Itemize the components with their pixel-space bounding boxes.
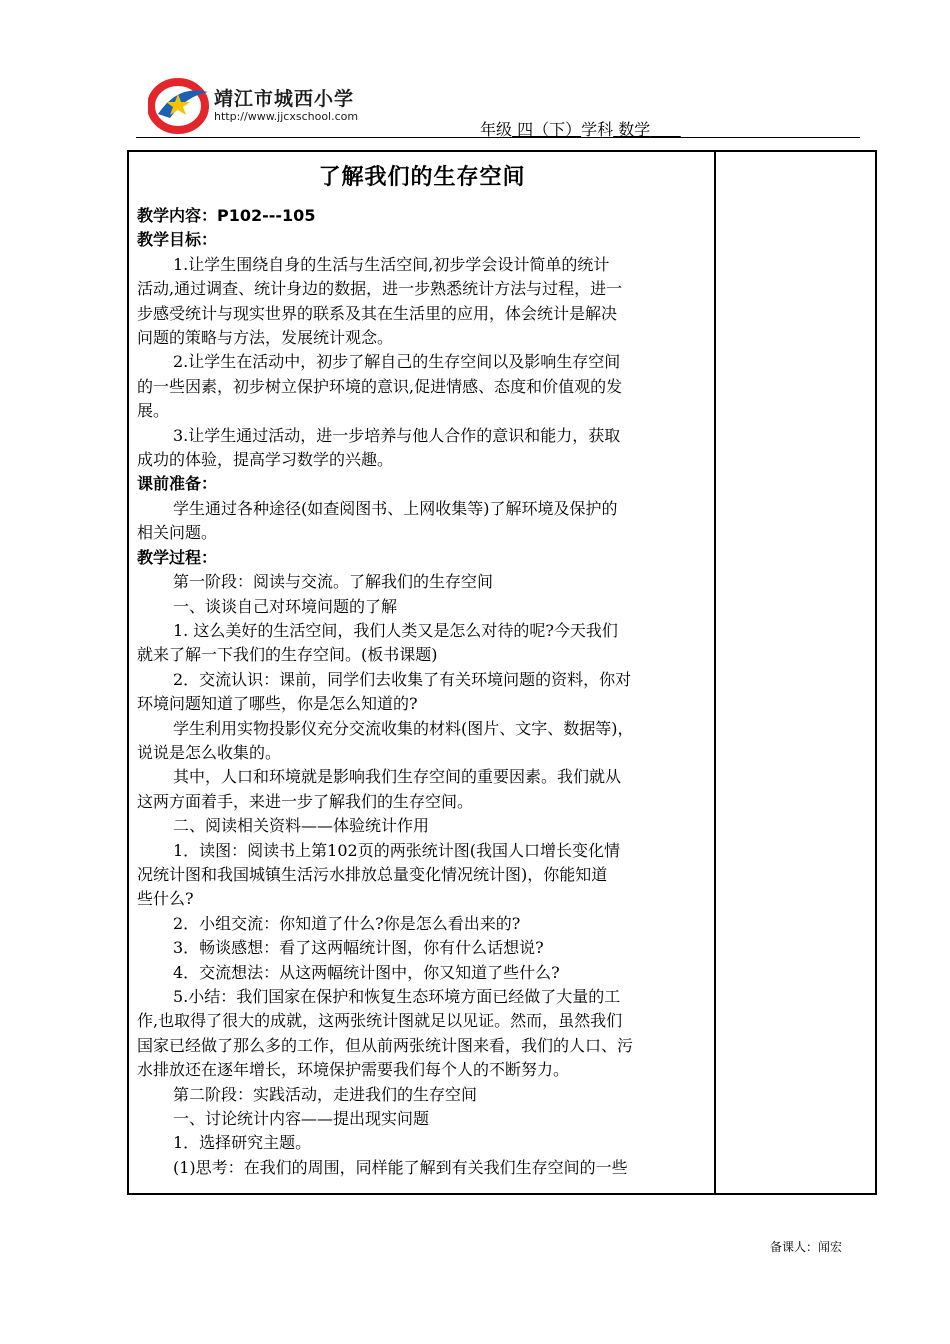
subject-value: 数学 xyxy=(618,120,651,139)
text-line: 一、讨论统计内容——提出现实问题 xyxy=(173,1109,430,1129)
school-logo-icon xyxy=(148,78,212,134)
text-line: 这两方面着手，来进一步了解我们的生存空间。 xyxy=(137,791,474,811)
grade-label: 年级 xyxy=(480,120,513,139)
text-line: 1. 这么美好的生活空间，我们人类又是怎么对待的呢?今天我们 xyxy=(173,620,618,640)
text-line: 2．交流认识：课前，同学们去收集了有关环境问题的资料，你对 xyxy=(173,669,632,689)
text-line: 环境问题知道了哪些，你是怎么知道的? xyxy=(137,694,418,714)
school-url: http://www.jjcxschool.com xyxy=(214,110,359,123)
text-line: 3．畅谈感想：看了这两幅统计图，你有什么话想说? xyxy=(173,938,544,958)
grade-value: 四（下） xyxy=(517,120,582,139)
school-name: 靖江市城西小学 xyxy=(214,88,355,110)
text-line: 1.让学生围绕自身的生活与生活空间,初步学会设计简单的统计 xyxy=(173,254,610,274)
text-line: 1．选择研究主题。 xyxy=(173,1133,312,1153)
text-line: 的一些因素，初步树立保护环境的意识,促进情感、态度和价值观的发 xyxy=(137,376,623,396)
text-line: 就来了解一下我们的生存空间。(板书课题) xyxy=(137,645,438,665)
section-heading: 课前准备： xyxy=(137,474,218,494)
text-line: 成功的体验，提高学习数学的兴趣。 xyxy=(137,450,394,470)
text-line: 2．小组交流：你知道了什么?你是怎么看出来的? xyxy=(173,913,521,933)
header-rule xyxy=(136,137,860,138)
text-line: 水排放还在逐年增长，环境保护需要我们每个人的不断努力。 xyxy=(137,1060,570,1080)
section-heading: 教学内容：P102---105 xyxy=(137,206,316,225)
text-line: 一、谈谈自己对环境问题的了解 xyxy=(173,596,398,616)
text-line: 二、阅读相关资料——体验统计作用 xyxy=(173,816,430,836)
text-line: 学生利用实物投影仪充分交流收集的材料(图片、文字、数据等)， xyxy=(173,718,634,738)
section-heading: 教学目标： xyxy=(137,230,218,250)
text-line: 学生通过各种途径(如查阅图书、上网收集等)了解环境及保护的 xyxy=(173,498,618,518)
text-line: 相关问题。 xyxy=(137,523,218,543)
text-line: 国家已经做了那么多的工作，但从前两张统计图来看，我们的人口、污 xyxy=(137,1035,634,1055)
text-line: 4．交流想法：从这两幅统计图中，你又知道了些什么? xyxy=(173,962,560,982)
text-line: 3.让学生通过活动，进一步培养与他人合作的意识和能力，获取 xyxy=(173,425,621,445)
text-line: 5.小结：我们国家在保护和恢复生态环境方面已经做了大量的工 xyxy=(173,987,621,1006)
text-line: 展。 xyxy=(137,401,170,421)
subject-label: 学科 xyxy=(581,120,614,139)
text-line: 1．读图：阅读书上第102页的两张统计图(我国人口增长变化情 xyxy=(173,840,620,860)
text-line: 问题的策略与方法，发展统计观念。 xyxy=(137,328,394,348)
text-line: (1)思考：在我们的周围，同样能了解到有关我们生存空间的一些 xyxy=(173,1157,628,1177)
section-heading: 教学过程： xyxy=(137,547,218,567)
text-line: 其中，人口和环境就是影响我们生存空间的重要因素。我们就从 xyxy=(173,767,622,787)
text-line: 2.让学生在活动中，初步了解自己的生存空间以及影响生存空间 xyxy=(173,352,621,372)
text-line: 况统计图和我国城镇生活污水排放总量变化情况统计图)，你能知道 xyxy=(137,864,608,884)
lesson-body xyxy=(137,204,707,1180)
school-logo xyxy=(148,78,378,134)
text-line: 第二阶段：实践活动，走进我们的生存空间 xyxy=(173,1084,478,1104)
text-line: 些什么? xyxy=(137,889,194,909)
text-line: 步感受统计与现实世界的联系及其在生活里的应用，体会统计是解决 xyxy=(137,303,618,323)
text-line: 作,也取得了很大的成就，这两张统计图就足以见证。然而，虽然我们 xyxy=(137,1011,623,1031)
lesson-title: 了解我们的生存空间 xyxy=(318,165,526,190)
lesson-content xyxy=(137,158,707,1180)
text-line: 活动,通过调查、统计身边的数据，进一步熟悉统计方法与过程，进一 xyxy=(137,279,623,299)
table-column-divider xyxy=(714,150,716,1195)
text-line: 第一阶段：阅读与交流。了解我们的生存空间 xyxy=(173,572,494,592)
preparer-credit: 备课人：闻宏 xyxy=(770,1240,843,1254)
text-line: 说说是怎么收集的。 xyxy=(137,742,282,762)
